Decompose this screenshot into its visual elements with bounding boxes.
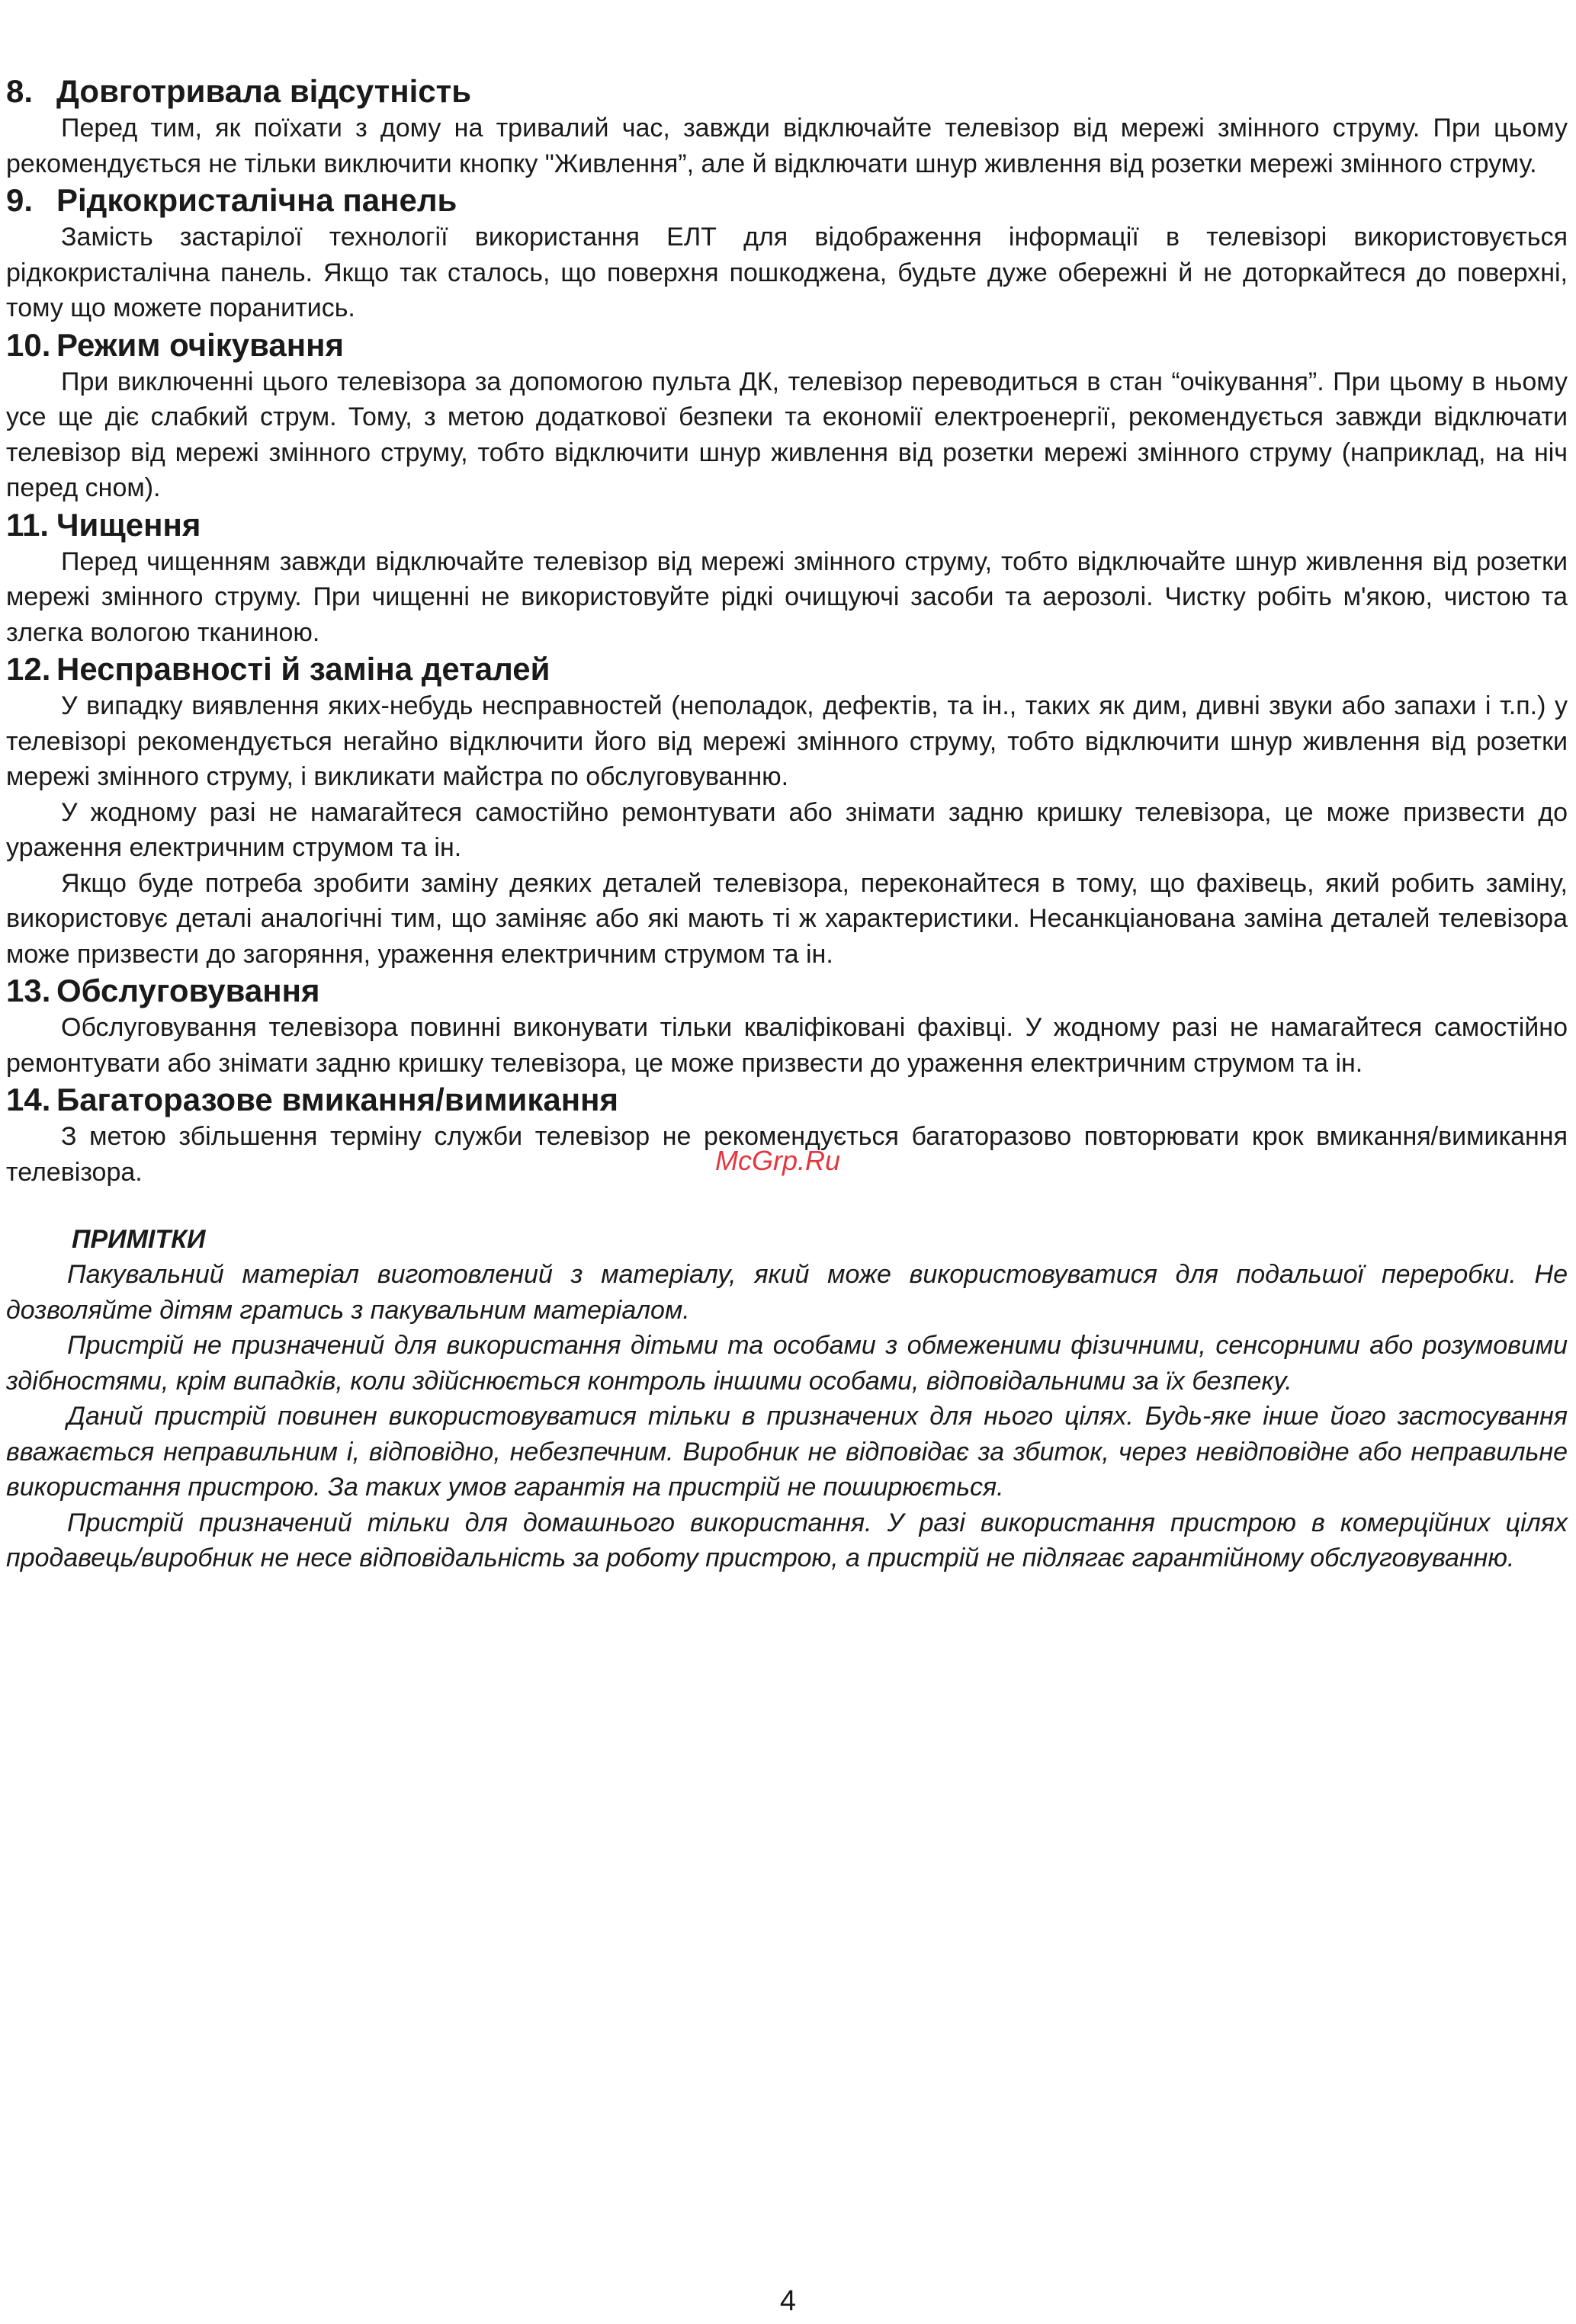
section-number: 8. bbox=[6, 73, 34, 109]
section bbox=[6, 972, 1568, 1081]
section-number: 11. bbox=[6, 506, 50, 543]
section-paragraph: Перед тим, як поїхати з дому на тривалий час, завжди відключайте телевізор від мережі змінного струму. При цьому рекомендується не тільки виключити кнопку "Живлення”, але й відключати шнур живлення від розетки мережі змінного струму. bbox=[6, 114, 1568, 178]
section bbox=[6, 181, 1568, 326]
section-title: Несправності й заміна деталей bbox=[56, 651, 550, 687]
section-title: Багаторазове вмикання/вимикання bbox=[56, 1082, 618, 1117]
section-paragraph: При виключенні цього телевізора за допомогою пульта ДК, телевізор переводиться в стан “очікування”. При цьому в ньому усе ще діє слабкий струм. Тому, з метою додаткової безпеки та економії електроенергії, рекомендується завжди відключати телевізор від мережі змінного струму, тобто відключити шнур живлення від розетки мережі змінного струму (наприклад, на ніч перед сном). bbox=[6, 367, 1568, 502]
notes-paragraph: Даний пристрій повинен використовуватися тільки в призначених для нього цілях. Будь-яке інше його застосування вважається неправильним і, відповідно, небезпечним. Виробник не відповідає за збиток, через невідповідне або неправильне використання пристрою. За таких умов гарантія на пристрій не поширюється. bbox=[6, 1402, 1568, 1502]
section-paragraph: Якщо буде потреба зробити заміну деяких деталей телевізора, переконайтеся в тому, що фахівець, який робить заміну, використовує деталі аналогічні тим, що заміняє або які мають ті ж характеристики. Несанкціанована заміна деталей телевізора може призвести до загоряння, ураження електричним струмом та ін. bbox=[6, 868, 1568, 969]
section bbox=[6, 650, 1568, 972]
section-number: 10. bbox=[6, 326, 51, 363]
notes-paragraph: Пакувальний матеріал виготовлений з матеріалу, який може використовуватися для подальшої переробки. Не дозволяйте дітям гратись з пакувальним матеріалом. bbox=[6, 1260, 1568, 1325]
notes-paragraph: Пристрій не призначений для використання дітьми та особами з обмеженими фізичними, сенсорними або розумовими здібностями, крім випадків, коли здійснюється контроль іншими особами, відповідальними за їх безпеку. bbox=[6, 1331, 1568, 1396]
notes-block bbox=[6, 1222, 1568, 1576]
section-heading bbox=[6, 326, 1568, 364]
section-number: 14. bbox=[6, 1082, 51, 1117]
watermark-text: McGrp.Ru bbox=[715, 1145, 841, 1176]
page-number: 4 bbox=[779, 2285, 797, 2317]
section-heading bbox=[6, 1081, 1568, 1119]
section-number: 12. bbox=[6, 651, 51, 687]
section-title: Рідкокристалічна панель bbox=[56, 182, 457, 218]
section-heading bbox=[6, 72, 1568, 111]
section-paragraph: Перед чищенням завжди відключайте телевізор від мережі змінного струму, тобто відключайте шнур живлення від розетки мережі змінного струму. При чищенні не використовуйте рідкі очищуючі засоби та аерозолі. Чистку робіть м'якою, чистою та злегка вологою тканиною. bbox=[6, 547, 1568, 647]
section-paragraph: Замість застарілої технології використання ЕЛТ для відображення інформації в телевізорі використовується рідкокристалічна панель. Якщо так сталось, що поверхня пошкоджена, будьте дуже обережні й не доторкайтеся до поверхні, тому що можете поранитись. bbox=[6, 223, 1568, 322]
section-heading bbox=[6, 972, 1568, 1010]
notes-title: ПРИМІТКИ bbox=[72, 1225, 206, 1254]
section-heading bbox=[6, 506, 1568, 544]
section bbox=[6, 326, 1568, 506]
sections-container bbox=[6, 72, 1568, 1190]
section-number: 13. bbox=[6, 973, 51, 1008]
section-heading bbox=[6, 650, 1568, 688]
section-paragraph: Обслуговування телевізора повинні виконувати тільки кваліфіковані фахівці. У жодному разі не намагайтеся самостійно ремонтувати або знімати задню кришку телевізора, це може призвести до ураження електричним струмом та ін. bbox=[6, 1013, 1568, 1078]
section-number: 9. bbox=[6, 182, 34, 218]
section-title: Обслуговування bbox=[56, 973, 320, 1008]
section-title: Режим очікування bbox=[56, 326, 345, 363]
section-title: Довготривала відсутність bbox=[56, 73, 472, 109]
section-paragraph: У жодному разі не намагайтеся самостійно ремонтувати або знімати задню кришку телевізора, це може призвести до ураження електричним струмом та ін. bbox=[6, 797, 1568, 862]
section-heading bbox=[6, 181, 1568, 220]
section bbox=[6, 72, 1568, 181]
section-paragraph: З метою збільшення терміну служби телевізор не рекомендується багаторазово повторювати крок вмикання/вимикання телевізора. bbox=[6, 1122, 1568, 1187]
section-paragraph: У випадку виявлення яких-небудь несправностей (неполадок, дефектів, та ін., таких як дим, дивні звуки або запахи і т.п.) у телевізорі рекомендується негайно відключити його від мережі змінного струму, тобто відключити шнур живлення від розетки мережі змінного струму, і викликати майстра по обслуговуванню. bbox=[6, 691, 1568, 791]
document-page bbox=[6, 72, 1568, 1576]
section bbox=[6, 506, 1568, 651]
notes-paragraph: Пристрій призначений тільки для домашнього використання. У разі використання пристрою в комерційних цілях продавець/виробник не несе відповідальність за роботу пристрою, а пристрій не підлягає гарантійному обслуговуванню. bbox=[6, 1508, 1568, 1572]
section-title: Чищення bbox=[56, 506, 201, 543]
notes-paragraphs bbox=[6, 1257, 1568, 1576]
